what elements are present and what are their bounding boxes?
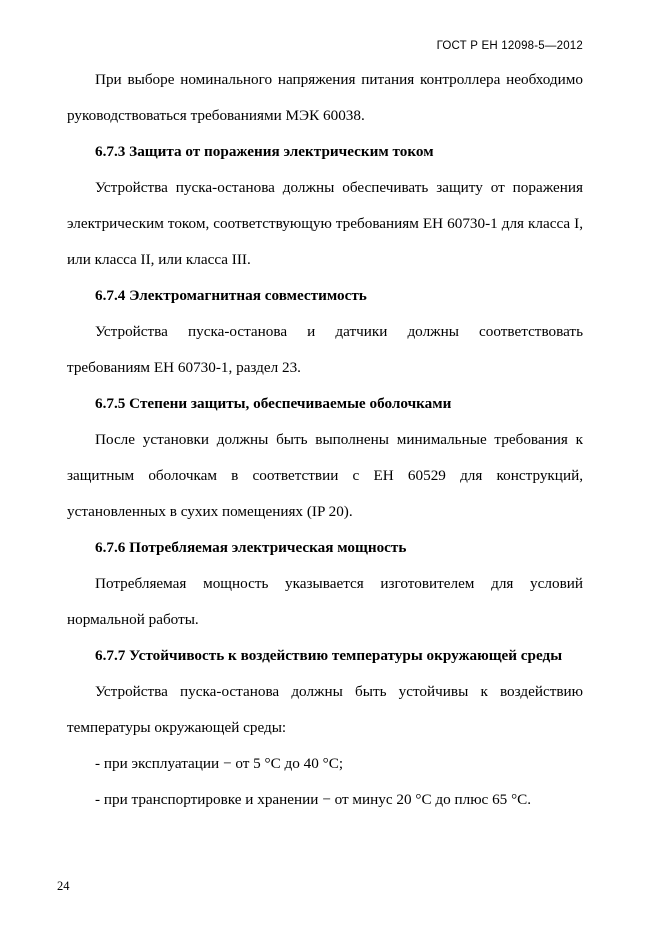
list-item-transport-storage-temperature: - при транспортировке и хранении − от минус 20 °C до плюс 65 °C. <box>95 791 532 808</box>
heading-6-7-5: 6.7.5 Степени защиты, обеспечиваемые оболочками <box>95 395 452 412</box>
heading-6-7-3: 6.7.3 Защита от поражения электрическим током <box>95 143 434 160</box>
paragraph-6-7-4: Устройства пуска-останова и датчики должны соответствовать требованиям ЕН 60730-1, раздел 23. <box>67 323 583 376</box>
paragraph-6-7-7: Устройства пуска-останова должны быть устойчивы к воздействию температуры окружающей среды: <box>67 683 583 736</box>
running-header-standard-number: ГОСТ Р ЕН 12098-5—2012 <box>436 40 583 52</box>
heading-6-7-6: 6.7.6 Потребляемая электрическая мощность <box>95 539 407 556</box>
heading-6-7-7: 6.7.7 Устойчивость к воздействию температуры окружающей среды <box>95 647 563 664</box>
paragraph-6-7-6: Потребляемая мощность указывается изготовителем для условий нормальной работы. <box>67 575 583 628</box>
paragraph-6-7-5: После установки должны быть выполнены минимальные требования к защитным оболочкам в соответствии с ЕН 60529 для конструкций, установленных в сухих помещениях (IP 20). <box>67 431 583 520</box>
heading-6-7-4: 6.7.4 Электромагнитная совместимость <box>95 287 367 304</box>
list-item-operating-temperature: - при эксплуатации − от 5 °C до 40 °C; <box>95 755 344 772</box>
document-body <box>67 62 583 818</box>
paragraph-6-7-3: Устройства пуска-останова должны обеспечивать защиту от поражения электрическим током, соответствующую требованиям ЕН 60730-1 для класса I, или класса II, или класса III. <box>67 179 583 268</box>
intro-paragraph: При выборе номинального напряжения питания контроллера необходимо руководствоваться требованиями МЭК 60038. <box>67 71 583 124</box>
page-number: 24 <box>57 879 70 893</box>
